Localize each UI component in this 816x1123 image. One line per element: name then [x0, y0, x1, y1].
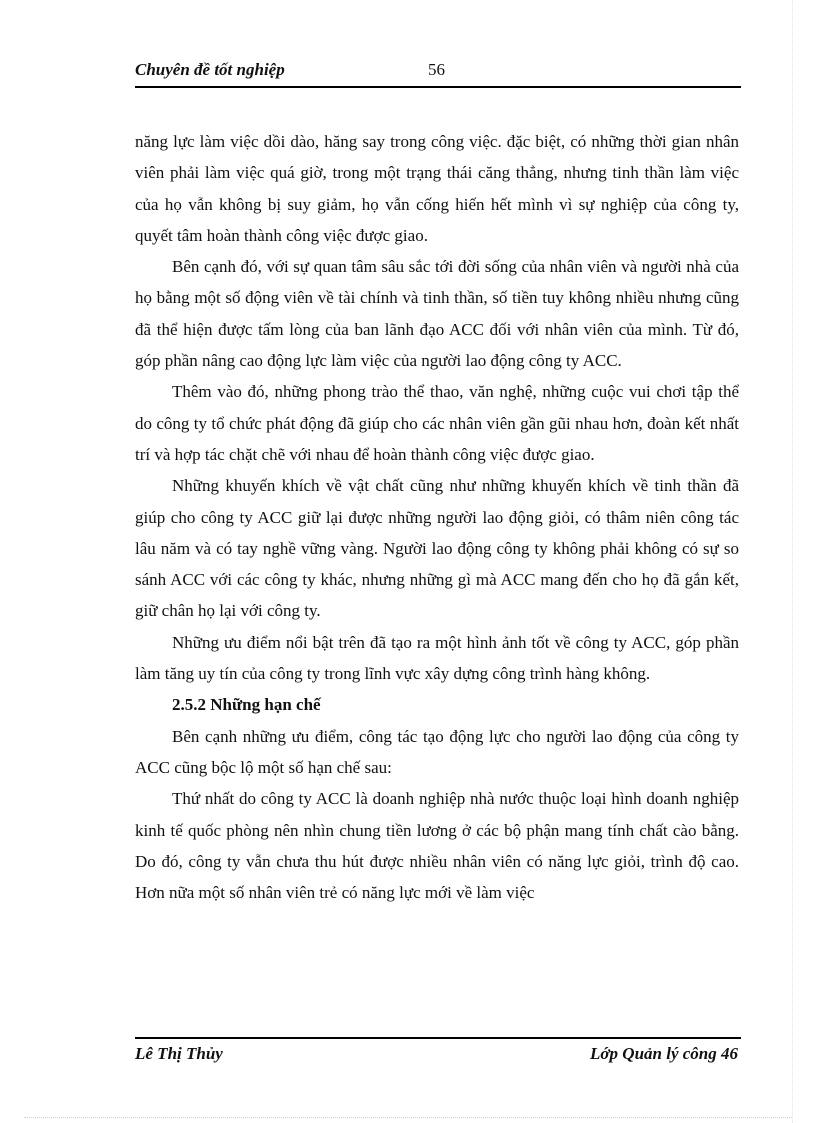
- paragraph: Những ưu điểm nổi bật trên đã tạo ra một hình ảnh tốt về công ty ACC, góp phần làm tăng uy tín của công ty trong lĩnh vực xây dựng công trình hàng không.: [135, 632, 739, 684]
- page-header: [135, 58, 741, 88]
- page-edge-right: [792, 0, 793, 1123]
- page-number: 56: [428, 60, 445, 79]
- paragraph: Bên cạnh những ưu điểm, công tác tạo động lực cho người lao động của công ty ACC cũng bộc lộ một số hạn chế sau:: [135, 726, 739, 777]
- footer-author: Lê Thị Thủy: [135, 1044, 223, 1063]
- header-title: Chuyên đề tốt nghiệp: [135, 60, 285, 79]
- document-body: [135, 126, 739, 908]
- footer-class: Lớp Quản lý công 46: [590, 1044, 738, 1063]
- paragraph: Thứ nhất do công ty ACC là doanh nghiệp nhà nước thuộc loại hình doanh nghiệp kinh tế quốc phòng nên nhìn chung tiền lương ở các bộ phận mang tính chất cào bằng. Do đó, công ty vẫn chưa thu hút được nhiều nhân viên có năng lực giỏi, trình độ cao. Hơn nữa một số nhân viên trẻ có năng lực mới về làm việc: [135, 789, 739, 903]
- paragraph: Những khuyến khích về vật chất cũng như những khuyến khích về tinh thần đã giúp cho công ty ACC giữ lại được những người lao động giỏi, có thâm niên công tác lâu năm và có tay nghề vững vàng. Người lao động công ty không phải không có sự so sánh ACC với các công ty khác, nhưng những gì mà ACC mang đến cho họ đã gắn kết, giữ chân họ lại với công ty.: [135, 476, 739, 621]
- paragraph: Bên cạnh đó, với sự quan tâm sâu sắc tới đời sống của nhân viên và người nhà của họ bằng một số động viên về tài chính và tinh thần, số tiền tuy không nhiều nhưng cũng đã thể hiện được tấm lòng của ban lãnh đạo ACC đối với nhân viên của mình. Từ đó, góp phần nâng cao động lực làm việc của người lao động công ty ACC.: [135, 257, 739, 371]
- page-edge-bottom: [24, 1117, 792, 1118]
- section-heading: 2.5.2 Những hạn chế: [172, 695, 321, 715]
- paragraph: Thêm vào đó, những phong trào thể thao, văn nghệ, những cuộc vui chơi tập thể do công ty tổ chức phát động đã giúp cho các nhân viên gần gũi nhau hơn, đoàn kết nhất trí và hợp tác chặt chẽ với nhau để hoàn thành công việc được giao.: [135, 382, 739, 464]
- footer-divider: [135, 1037, 741, 1039]
- paragraph-continued: năng lực làm việc dồi dào, hăng say trong công việc. đặc biệt, có những thời gian nhân viên phải làm việc quá giờ, trong một trạng thái căng thẳng, nhưng tinh thần làm việc của họ vẫn không bị suy giảm, họ vẫn cống hiến hết mình vì sự nghiệp của công ty, quyết tâm hoàn thành công việc được giao.: [135, 132, 739, 245]
